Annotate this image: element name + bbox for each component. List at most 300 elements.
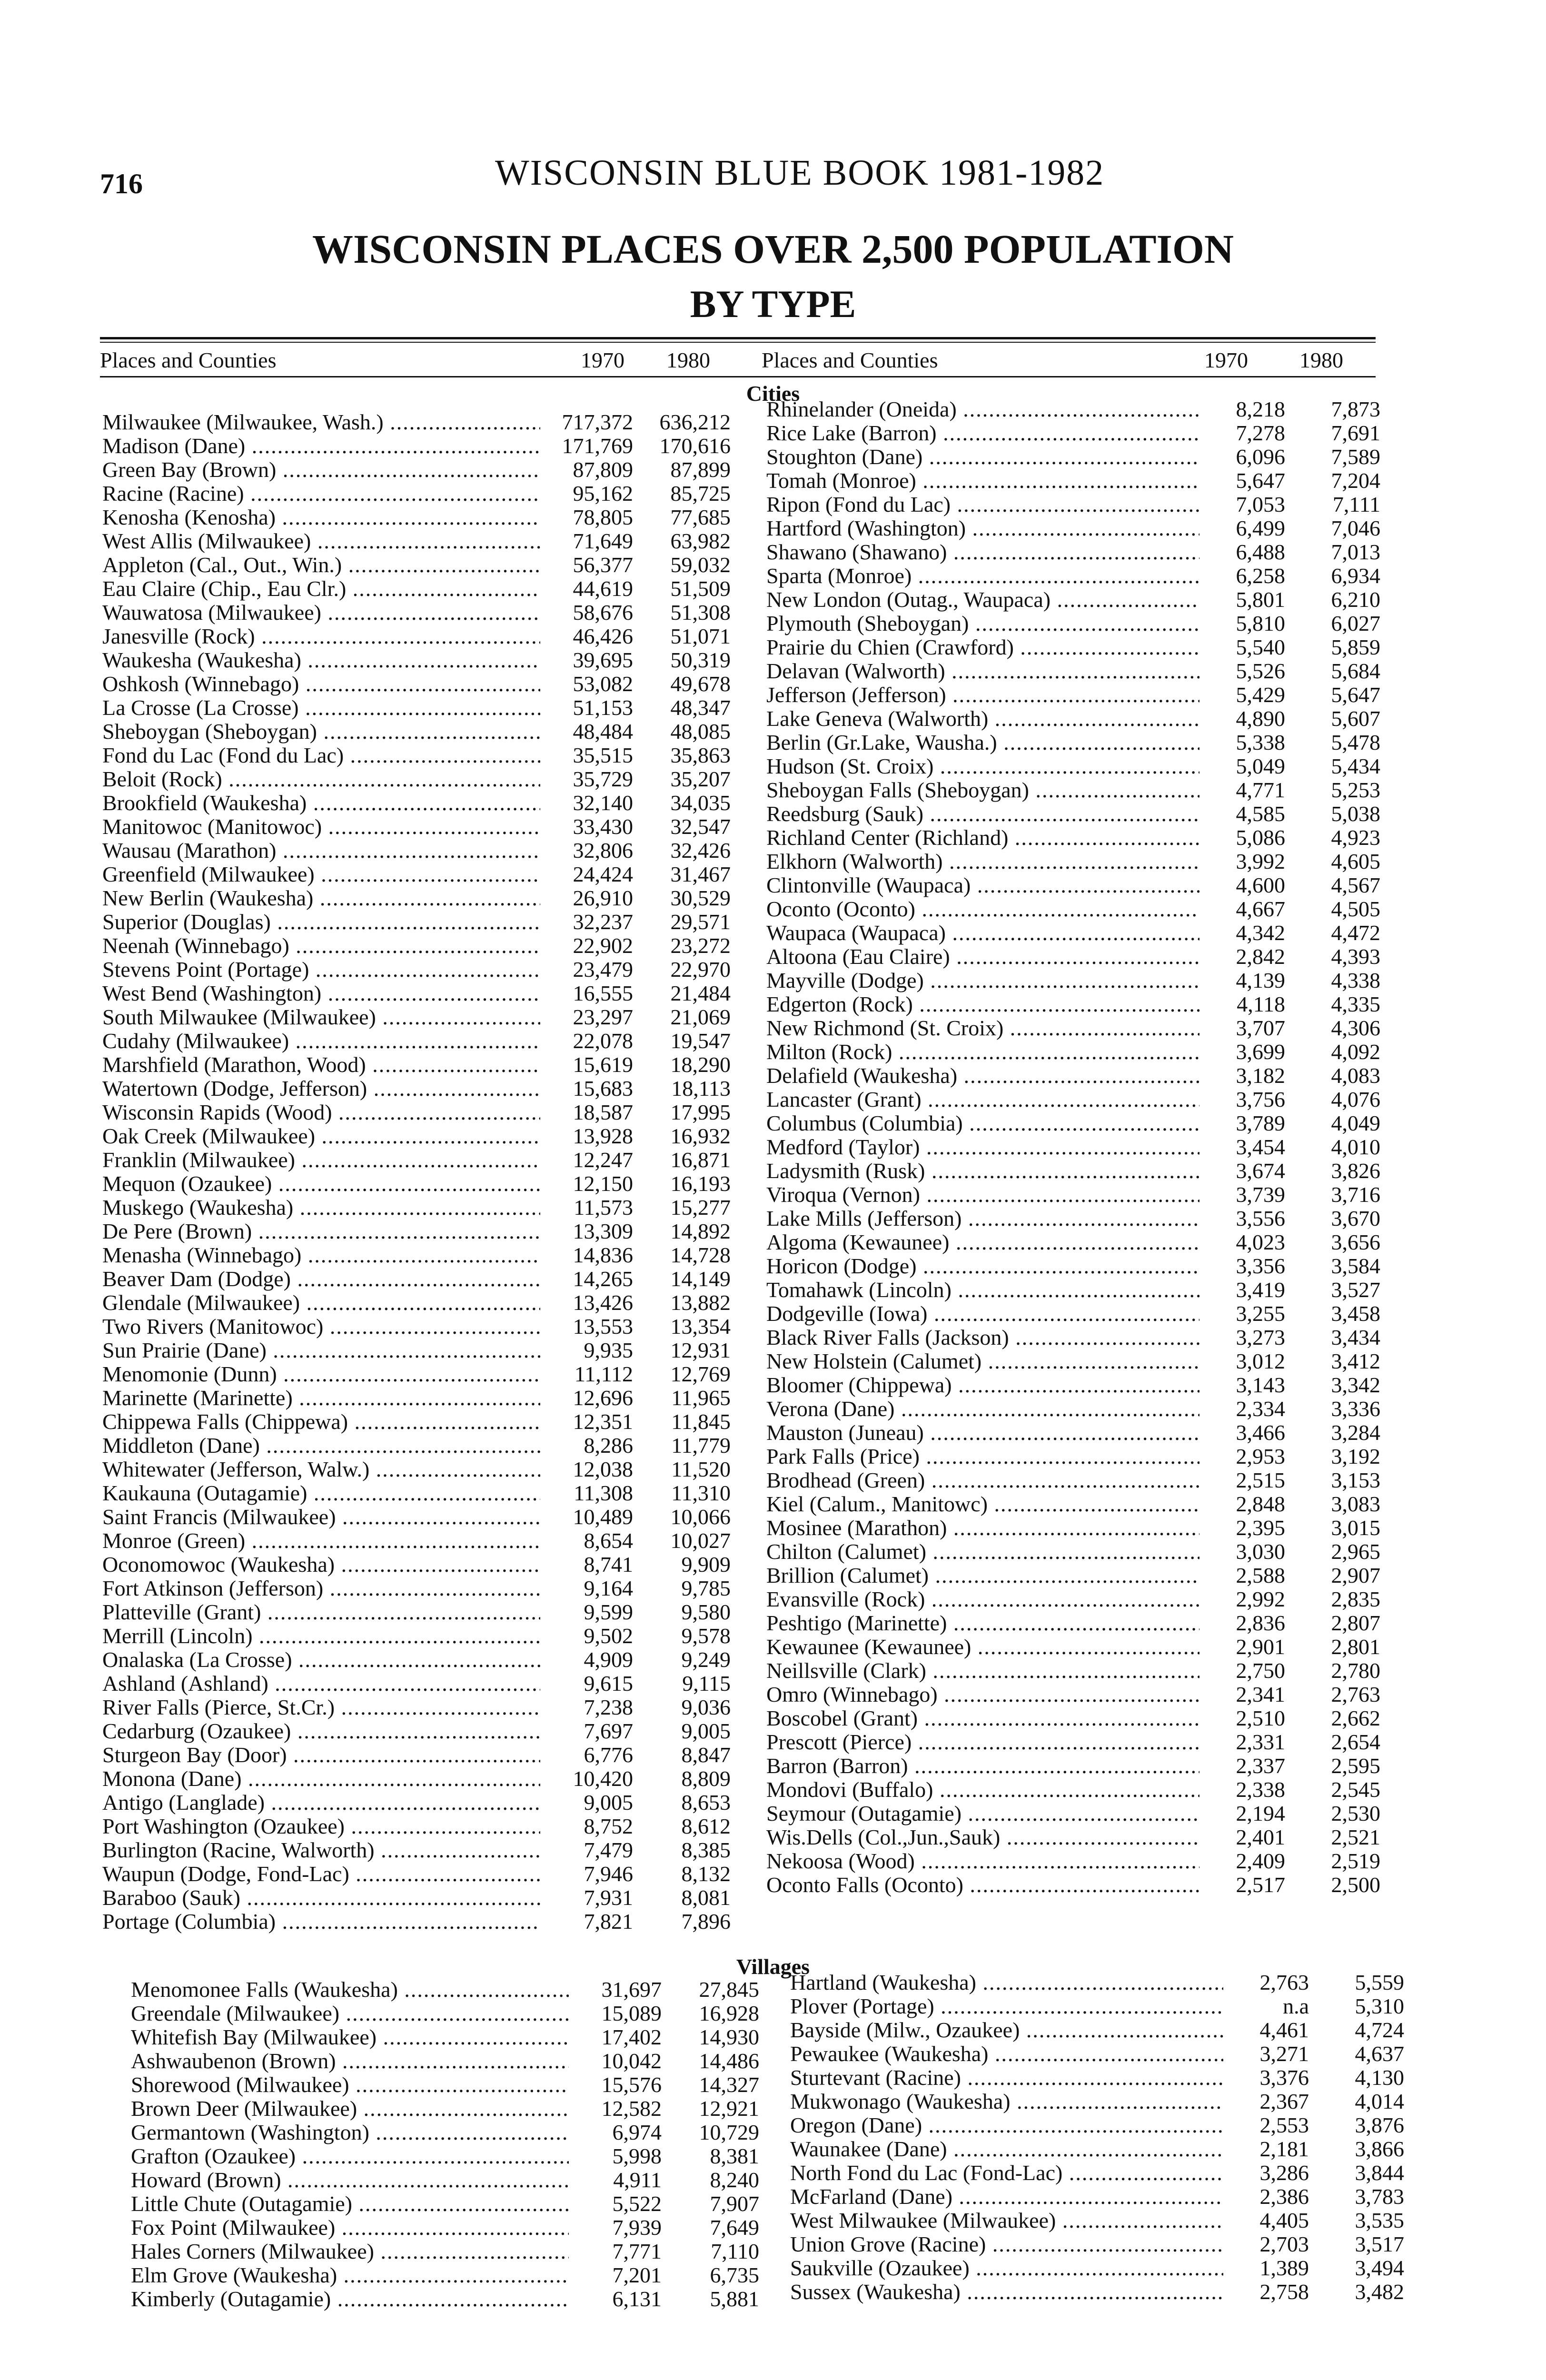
villages-right-column: [790, 1970, 1404, 2304]
place-name: Wausau (Marathon) .....: [102, 839, 540, 863]
header-left-1980: 1980: [666, 348, 710, 372]
place-name: Beaver Dam (Dodge) .....: [102, 1267, 540, 1291]
place-name: Lancaster (Grant) .....: [766, 1088, 1199, 1111]
table-row: [766, 778, 1380, 802]
population-1980: 4,637: [1355, 2042, 1404, 2066]
population-1980: 12,769: [670, 1362, 731, 1386]
population-1980: 2,545: [1331, 1777, 1380, 1802]
population-1980: 14,892: [670, 1219, 731, 1243]
population-1980: 3,284: [1331, 1420, 1380, 1445]
population-1980: 7,111: [1332, 492, 1380, 516]
population-1980: 11,520: [671, 1457, 731, 1481]
place-name: Beloit (Rock) .....: [102, 767, 540, 791]
population-1980: 7,896: [681, 1909, 731, 1934]
place-name: Sparta (Monroe) .....: [766, 564, 1199, 588]
population-1980: 5,434: [1331, 754, 1380, 778]
population-1970: 171,769: [562, 434, 633, 458]
population-1970: 23,479: [573, 957, 633, 982]
place-name: Viroqua (Vernon) .....: [766, 1183, 1199, 1207]
place-name: Whitefish Bay (Milwaukee) .....: [131, 2025, 569, 2049]
table-row: [102, 601, 735, 625]
place-name: Berlin (Gr.Lake, Wausha.) .....: [766, 731, 1199, 754]
table-row: [766, 921, 1380, 945]
place-name: Saint Francis (Milwaukee) .....: [102, 1505, 540, 1529]
population-1980: 9,005: [681, 1719, 731, 1743]
table-row: [766, 1397, 1380, 1421]
population-1970: 6,776: [584, 1743, 633, 1767]
population-1970: 8,654: [584, 1528, 633, 1553]
table-row: [102, 886, 735, 910]
population-1980: 87,899: [670, 457, 731, 482]
population-1980: 170,616: [659, 434, 731, 458]
place-name: Ashwaubenon (Brown) .....: [131, 2049, 569, 2073]
table-row: [790, 2065, 1404, 2090]
table-row: [766, 564, 1380, 588]
population-1970: 7,479: [584, 1838, 633, 1862]
table-row: [102, 1386, 735, 1410]
table-row: [766, 1183, 1380, 1207]
table-row: [766, 1659, 1380, 1683]
place-name: Waukesha (Waukesha) .....: [102, 648, 540, 672]
population-1970: 7,201: [612, 2263, 662, 2287]
table-row: [766, 1635, 1380, 1659]
table-row: [102, 1243, 735, 1267]
table-row: [102, 482, 735, 506]
population-1980: 9,909: [681, 1552, 731, 1577]
table-row: [102, 648, 735, 672]
place-name: Eau Claire (Chip., Eau Clr.) .....: [102, 577, 540, 601]
table-row: [102, 1339, 735, 1362]
table-row: [102, 1886, 735, 1910]
table-row: [102, 506, 735, 529]
place-name: Oak Creek (Milwaukee) .....: [102, 1124, 540, 1148]
header-bottom-rule: [100, 376, 1376, 377]
population-1970: n.a: [1283, 1994, 1309, 2018]
population-1980: 32,426: [670, 838, 731, 863]
table-row: [102, 1553, 735, 1577]
population-1980: 6,027: [1331, 611, 1380, 635]
place-name: Peshtigo (Marinette) .....: [766, 1611, 1199, 1635]
population-1980: 32,547: [670, 814, 731, 839]
table-row: [102, 1005, 735, 1029]
table-row: [102, 625, 735, 648]
population-1980: 51,509: [670, 576, 731, 601]
villages-section-label: Villages: [736, 1954, 810, 1979]
population-1970: 3,992: [1236, 849, 1285, 873]
table-row: [766, 1683, 1380, 1706]
table-row: [102, 1124, 735, 1148]
place-name: Barron (Barron) .....: [766, 1754, 1199, 1778]
population-1970: 44,619: [573, 576, 633, 601]
table-row: [766, 1873, 1380, 1897]
table-row: [102, 529, 735, 553]
table-row: [766, 969, 1380, 992]
population-1980: 11,965: [671, 1386, 731, 1410]
header-left-places: Places and Counties: [100, 348, 277, 372]
population-1970: 2,337: [1236, 1754, 1285, 1778]
population-1970: 3,030: [1236, 1539, 1285, 1564]
place-name: Wisconsin Rapids (Wood) .....: [102, 1101, 540, 1124]
population-1980: 8,612: [681, 1814, 731, 1838]
table-row: [102, 1196, 735, 1220]
population-1980: 7,691: [1331, 421, 1380, 445]
place-name: Monroe (Green) .....: [102, 1529, 540, 1553]
place-name: Middleton (Dane) .....: [102, 1434, 540, 1458]
population-1970: 4,461: [1259, 2018, 1309, 2042]
table-row: [766, 1373, 1380, 1397]
place-name: Union Grove (Racine) .....: [790, 2232, 1223, 2256]
place-name: Evansville (Rock) .....: [766, 1587, 1199, 1611]
population-1970: 5,647: [1236, 468, 1285, 493]
table-row: [102, 1815, 735, 1838]
place-name: Hartland (Waukesha) .....: [790, 1971, 1223, 1994]
table-row: [766, 445, 1380, 469]
population-1970: 24,424: [573, 862, 633, 886]
place-name: Hudson (St. Croix) .....: [766, 754, 1199, 778]
place-name: Oconto (Oconto) .....: [766, 897, 1199, 921]
population-1970: 2,395: [1236, 1516, 1285, 1540]
population-1970: 15,683: [573, 1076, 633, 1101]
population-1970: 3,419: [1236, 1278, 1285, 1302]
population-1970: 13,553: [573, 1314, 633, 1339]
population-1970: 2,367: [1259, 2089, 1309, 2113]
population-1980: 9,249: [681, 1647, 731, 1672]
table-row: [790, 1970, 1404, 1994]
table-row: [102, 863, 735, 886]
place-name: Clintonville (Waupaca) .....: [766, 873, 1199, 897]
population-1980: 11,310: [671, 1481, 731, 1505]
table-row: [790, 2113, 1404, 2137]
table-row: [766, 469, 1380, 493]
table-row: [766, 1230, 1380, 1254]
population-1970: 8,741: [584, 1552, 633, 1577]
population-1980: 35,207: [670, 767, 731, 791]
table-row: [766, 850, 1380, 873]
table-row: [766, 1468, 1380, 1492]
population-1980: 3,876: [1355, 2113, 1404, 2137]
table-row: [131, 2168, 759, 2192]
place-name: Platteville (Grant) .....: [102, 1600, 540, 1624]
place-name: Racine (Racine) .....: [102, 482, 540, 506]
population-1980: 9,785: [681, 1576, 731, 1600]
population-1970: 7,278: [1236, 421, 1285, 445]
table-row: [131, 2120, 759, 2144]
place-name: Rice Lake (Barron) .....: [766, 421, 1199, 445]
population-1970: 18,587: [573, 1100, 633, 1124]
population-1980: 7,046: [1331, 516, 1380, 540]
population-1970: 4,771: [1236, 778, 1285, 802]
table-row: [790, 2232, 1404, 2256]
place-name: Neenah (Winnebago) .....: [102, 934, 540, 958]
table-row: [102, 720, 735, 744]
population-1970: 16,555: [573, 981, 633, 1005]
population-1980: 6,934: [1331, 564, 1380, 588]
population-1980: 16,871: [670, 1148, 731, 1172]
table-row: [102, 1648, 735, 1672]
table-row: [102, 1267, 735, 1291]
population-1980: 5,881: [710, 2287, 759, 2311]
place-name: Shorewood (Milwaukee) .....: [131, 2073, 569, 2097]
table-row: [766, 1730, 1380, 1754]
population-1980: 8,132: [681, 1862, 731, 1886]
population-1970: 7,238: [584, 1695, 633, 1719]
table-row: [766, 873, 1380, 897]
population-1970: 33,430: [573, 814, 633, 839]
population-1970: 2,338: [1236, 1777, 1285, 1802]
place-name: Marshfield (Marathon, Wood) .....: [102, 1053, 540, 1077]
population-1980: 9,580: [681, 1600, 731, 1624]
population-1970: 717,372: [562, 410, 633, 434]
population-1980: 3,458: [1331, 1301, 1380, 1326]
population-1970: 2,553: [1259, 2113, 1309, 2137]
table-row: [790, 2161, 1404, 2185]
table-row: [102, 744, 735, 767]
place-name: Little Chute (Outagamie) .....: [131, 2192, 569, 2216]
place-name: Appleton (Cal., Out., Win.) .....: [102, 553, 540, 577]
page-subtitle: BY TYPE: [690, 282, 856, 326]
table-row: [131, 2025, 759, 2049]
population-1980: 9,115: [682, 1671, 731, 1696]
population-1970: 2,331: [1236, 1730, 1285, 1754]
population-1970: 9,935: [584, 1338, 633, 1362]
population-1980: 7,907: [710, 2192, 759, 2216]
population-1980: 636,212: [659, 410, 731, 434]
table-row: [102, 1410, 735, 1434]
table-row: [102, 1767, 735, 1791]
population-1970: 2,510: [1236, 1706, 1285, 1730]
population-1970: 87,809: [573, 457, 633, 482]
population-1980: 7,873: [1331, 397, 1380, 421]
population-1970: 3,466: [1236, 1420, 1285, 1445]
place-name: Howard (Brown) .....: [131, 2168, 569, 2192]
place-name: Park Falls (Price) .....: [766, 1445, 1199, 1468]
population-1980: 7,649: [710, 2215, 759, 2240]
table-row: [102, 1624, 735, 1648]
population-1980: 4,505: [1331, 897, 1380, 921]
table-row: [766, 754, 1380, 778]
population-1980: 3,153: [1331, 1468, 1380, 1492]
table-row: [766, 493, 1380, 516]
place-name: Reedsburg (Sauk) .....: [766, 802, 1199, 826]
table-row: [102, 1029, 735, 1053]
population-1980: 3,866: [1355, 2137, 1404, 2161]
table-row: [102, 1529, 735, 1553]
population-1970: 35,515: [573, 743, 633, 767]
table-row: [766, 897, 1380, 921]
population-1980: 3,844: [1355, 2161, 1404, 2185]
population-1980: 14,149: [670, 1267, 731, 1291]
place-name: New Berlin (Waukesha) .....: [102, 886, 540, 910]
table-row: [102, 434, 735, 458]
population-1980: 4,014: [1355, 2089, 1404, 2113]
place-name: Two Rivers (Manitowoc) .....: [102, 1315, 540, 1339]
place-name: Black River Falls (Jackson) .....: [766, 1326, 1199, 1349]
population-1970: 8,218: [1236, 397, 1285, 421]
place-name: Sun Prairie (Dane) .....: [102, 1339, 540, 1362]
place-name: Hales Corners (Milwaukee) .....: [131, 2240, 569, 2263]
table-row: [131, 1977, 759, 2002]
population-1970: 46,426: [573, 624, 633, 648]
population-1970: 2,517: [1236, 1873, 1285, 1897]
place-name: Lake Geneva (Walworth) .....: [766, 707, 1199, 731]
place-name: Nekoosa (Wood) .....: [766, 1849, 1199, 1873]
population-1970: 4,600: [1236, 873, 1285, 897]
place-name: Kewaunee (Kewaunee) .....: [766, 1635, 1199, 1659]
place-name: Dodgeville (Iowa) .....: [766, 1302, 1199, 1326]
population-1980: 51,071: [670, 624, 731, 648]
population-1980: 85,725: [670, 481, 731, 506]
population-1970: 2,836: [1236, 1611, 1285, 1635]
population-1970: 3,012: [1236, 1349, 1285, 1373]
population-1980: 3,670: [1331, 1206, 1380, 1230]
population-1970: 13,426: [573, 1290, 633, 1315]
place-name: Elm Grove (Waukesha) .....: [131, 2263, 569, 2287]
running-head: WISCONSIN BLUE BOOK 1981-1982: [495, 153, 1105, 193]
population-1970: 13,309: [573, 1219, 633, 1243]
population-1980: 2,662: [1331, 1706, 1380, 1730]
population-1970: 3,271: [1259, 2042, 1309, 2066]
table-row: [766, 1421, 1380, 1445]
table-row: [766, 1016, 1380, 1040]
place-name: Medford (Taylor) .....: [766, 1135, 1199, 1159]
table-row: [790, 2256, 1404, 2280]
population-1970: 14,836: [573, 1243, 633, 1267]
table-row: [766, 1802, 1380, 1825]
population-1980: 10,066: [670, 1505, 731, 1529]
place-name: Bloomer (Chippewa) .....: [766, 1373, 1199, 1397]
population-1980: 4,338: [1331, 968, 1380, 992]
place-name: Fort Atkinson (Jefferson) .....: [102, 1577, 540, 1600]
population-1970: 3,739: [1236, 1182, 1285, 1207]
place-name: West Bend (Washington) .....: [102, 982, 540, 1005]
place-name: Brown Deer (Milwaukee) .....: [131, 2097, 569, 2121]
place-name: Germantown (Washington) .....: [131, 2121, 569, 2144]
population-1980: 29,571: [670, 910, 731, 934]
population-1980: 8,809: [681, 1766, 731, 1791]
population-1980: 4,092: [1331, 1040, 1380, 1064]
population-1980: 5,310: [1355, 1994, 1404, 2018]
place-name: Manitowoc (Manitowoc) .....: [102, 815, 540, 839]
population-1980: 2,807: [1331, 1611, 1380, 1635]
table-row: [790, 2018, 1404, 2042]
population-1980: 3,015: [1331, 1516, 1380, 1540]
place-name: Oregon (Dane) .....: [790, 2113, 1223, 2137]
population-1970: 1,389: [1259, 2256, 1309, 2280]
population-1970: 51,153: [573, 695, 633, 720]
population-1970: 5,526: [1236, 659, 1285, 683]
population-1980: 3,826: [1331, 1159, 1380, 1183]
population-1970: 6,096: [1236, 445, 1285, 469]
place-name: Edgerton (Rock) .....: [766, 992, 1199, 1016]
table-row: [766, 992, 1380, 1016]
population-1980: 18,113: [671, 1076, 731, 1101]
table-row: [766, 516, 1380, 540]
population-1980: 5,253: [1331, 778, 1380, 802]
place-name: Mequon (Ozaukee) .....: [102, 1172, 540, 1196]
population-1970: 3,356: [1236, 1254, 1285, 1278]
table-row: [766, 1349, 1380, 1373]
population-1970: 95,162: [573, 481, 633, 506]
table-row: [766, 1135, 1380, 1159]
table-row: [131, 2144, 759, 2168]
place-name: Waupun (Dodge, Fond-Lac) .....: [102, 1862, 540, 1886]
population-1970: 7,053: [1236, 492, 1285, 516]
population-1980: 5,647: [1331, 683, 1380, 707]
table-row: [790, 2208, 1404, 2232]
population-1980: 21,484: [670, 981, 731, 1005]
header-right-1980: 1980: [1299, 348, 1343, 372]
place-name: Wis.Dells (Col.,Jun.,Sauk) .....: [766, 1825, 1199, 1849]
table-row: [131, 2263, 759, 2287]
table-row: [102, 1362, 735, 1386]
population-1980: 51,308: [670, 600, 731, 625]
population-1980: 12,921: [699, 2096, 759, 2121]
header-top-rule: [100, 337, 1376, 339]
population-1970: 7,931: [584, 1885, 633, 1910]
place-name: Chilton (Calumet) .....: [766, 1540, 1199, 1564]
header-left-1970: 1970: [581, 348, 624, 372]
place-name: Ladysmith (Rusk) .....: [766, 1159, 1199, 1183]
population-1980: 6,735: [710, 2263, 759, 2287]
population-1980: 3,494: [1355, 2256, 1404, 2280]
place-name: Greendale (Milwaukee) .....: [131, 2002, 569, 2025]
population-1980: 3,783: [1355, 2184, 1404, 2209]
place-name: Brookfield (Waukesha) .....: [102, 791, 540, 815]
population-1970: 2,750: [1236, 1658, 1285, 1683]
place-name: Menomonee Falls (Waukesha) .....: [131, 1978, 569, 2002]
population-1970: 3,756: [1236, 1087, 1285, 1111]
table-row: [766, 1587, 1380, 1611]
population-1980: 3,342: [1331, 1373, 1380, 1397]
table-row: [102, 577, 735, 601]
table-row: [766, 1825, 1380, 1849]
table-row: [766, 1326, 1380, 1349]
place-name: Neillsville (Clark) .....: [766, 1659, 1199, 1683]
cities-section-label: Cities: [746, 381, 800, 406]
place-name: Oconomowoc (Waukesha) .....: [102, 1553, 540, 1577]
place-name: Antigo (Langlade) .....: [102, 1791, 540, 1815]
table-row: [766, 1207, 1380, 1230]
place-name: Fond du Lac (Fond du Lac) .....: [102, 744, 540, 767]
population-1980: 31,467: [670, 862, 731, 886]
population-1970: 4,342: [1236, 921, 1285, 945]
table-row: [102, 1172, 735, 1196]
table-row: [102, 1505, 735, 1529]
population-1980: 18,290: [670, 1052, 731, 1077]
place-name: Richland Center (Richland) .....: [766, 826, 1199, 850]
population-1980: 4,049: [1331, 1111, 1380, 1135]
table-row: [790, 1994, 1404, 2018]
population-1970: 4,118: [1237, 992, 1285, 1016]
place-name: Horicon (Dodge) .....: [766, 1254, 1199, 1278]
population-1970: 11,308: [574, 1481, 633, 1505]
place-name: Oshkosh (Winnebago) .....: [102, 672, 540, 696]
population-1980: 50,319: [670, 648, 731, 672]
place-name: De Pere (Brown) .....: [102, 1220, 540, 1243]
table-row: [102, 1434, 735, 1458]
population-1970: 4,667: [1236, 897, 1285, 921]
population-1970: 12,582: [601, 2096, 662, 2121]
population-1970: 2,515: [1236, 1468, 1285, 1492]
population-1980: 4,083: [1331, 1063, 1380, 1088]
population-1980: 3,656: [1331, 1230, 1380, 1254]
place-name: Elkhorn (Walworth) .....: [766, 850, 1199, 873]
table-row: [766, 1445, 1380, 1468]
place-name: Kiel (Calum., Manitowc) .....: [766, 1492, 1199, 1516]
population-1980: 8,240: [710, 2168, 759, 2192]
population-1970: 10,042: [601, 2049, 662, 2073]
population-1970: 56,377: [573, 553, 633, 577]
